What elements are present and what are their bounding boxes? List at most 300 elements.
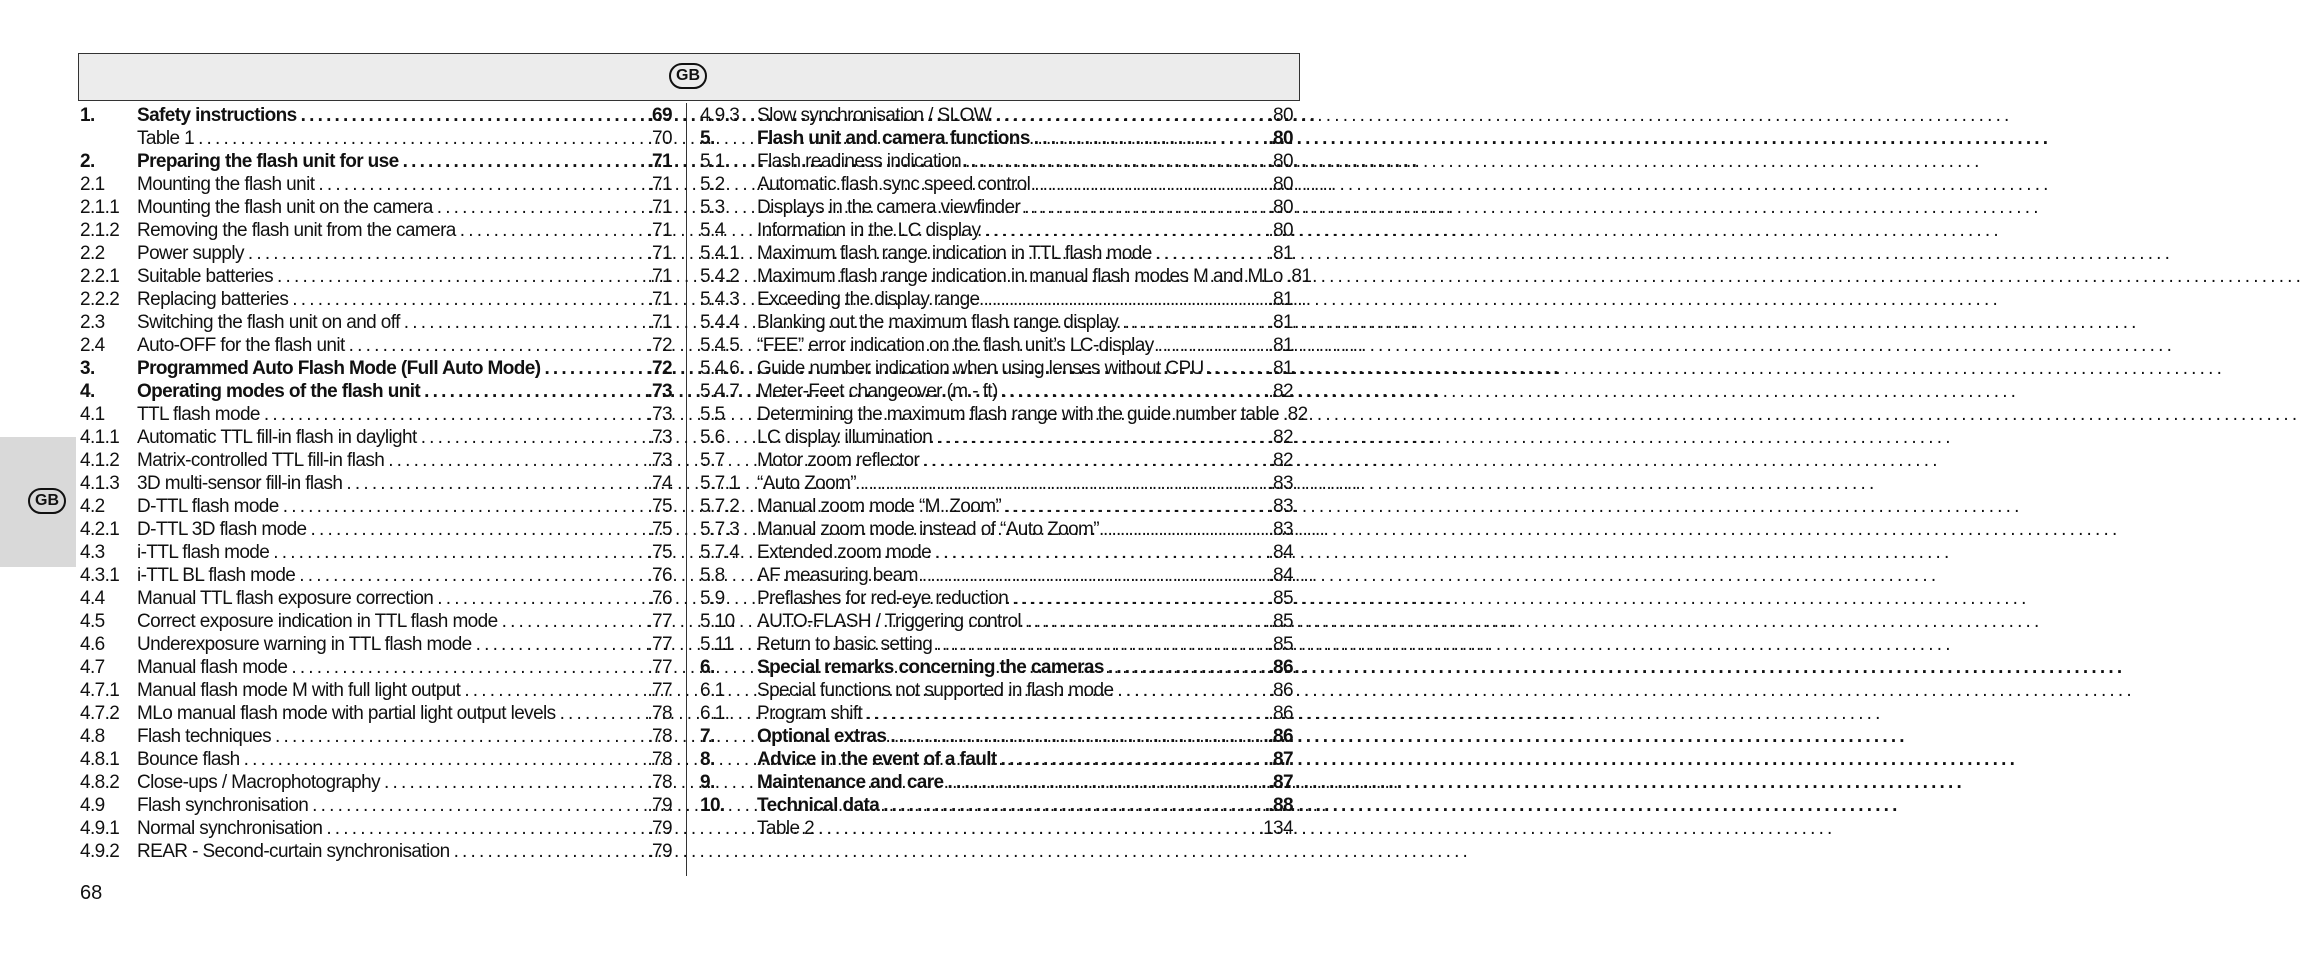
toc-dot-leader [437,587,647,610]
toc-entry[interactable] [700,173,1293,196]
toc-entry[interactable] [80,564,672,587]
toc-entry-page: .78 [647,726,672,747]
toc-entry-title: Special remarks concerning the cameras [757,657,1104,678]
toc-entry[interactable] [80,150,672,173]
toc-entry[interactable] [80,403,672,426]
toc-entry-title: Preparing the flash unit for use [137,151,399,172]
toc-entry-number: 5.1 [700,151,725,172]
toc-entry-page: .79 [647,818,672,839]
toc-entry-page: .87 [1268,772,1293,793]
toc-entry-page: .71 [647,151,672,172]
toc-entry-number: 4.9.2 [80,841,120,862]
toc-entry-number: 5.4.1 [700,243,740,264]
toc-entry-title: Switching the flash unit on and off [137,312,400,333]
toc-entry-title: “Auto Zoom” [757,473,856,494]
toc-entry-page: .79 [647,795,672,816]
toc-dot-leader [424,380,647,403]
toc-entry[interactable] [80,702,672,725]
toc-entry-title: Technical data [757,795,880,816]
toc-entry-number: 4.2.1 [80,519,120,540]
toc-entry-page: .75 [647,496,672,517]
toc-entry-number: 2. [80,151,95,172]
toc-entry-page: .82 [1268,427,1293,448]
toc-entry-number: 4.8 [80,726,105,747]
toc-entry-page: .83 [1268,496,1293,517]
toc-entry[interactable] [700,150,1293,173]
toc-entry-page: .134 [1258,818,1293,839]
toc-entry-page: .79 [647,841,672,862]
toc-entry[interactable] [700,219,1293,242]
toc-entry-number: 5.4.2 [700,266,740,287]
toc-entry-title: Maintenance and care [757,772,944,793]
toc-entry-title: Return to basic setting [757,634,933,655]
toc-entry-title: Extended zoom mode [757,542,932,563]
toc-entry-number: 5.7.3 [700,519,740,540]
toc-entry-page: .75 [647,519,672,540]
toc-entry[interactable] [700,334,1293,357]
toc-entry-number: 4.7.1 [80,680,120,701]
toc-entry-page: .77 [647,634,672,655]
toc-entry[interactable] [80,288,672,311]
toc-entry-page: .71 [647,243,672,264]
toc-entry-page: .87 [1268,749,1293,770]
toc-dot-leader [454,840,648,863]
toc-entry-number: 5.3 [700,197,725,218]
toc-dot-leader [349,334,648,357]
toc-entry-page: .85 [1268,588,1293,609]
toc-entry-page: .77 [647,657,672,678]
toc-entry-title: Manual flash mode [137,657,288,678]
toc-entry[interactable] [80,495,672,518]
toc-entry-title: Special functions not supported in flash mode [757,680,1114,701]
toc-entry-title: i-TTL flash mode [137,542,270,563]
toc-entry[interactable] [80,679,672,702]
toc-entry-title: Slow synchronisation / SLOW [757,105,992,126]
toc-entry[interactable] [700,610,1293,633]
toc-entry-title: Close-ups / Macrophotography [137,772,381,793]
toc-entry-number: 6.1 [700,680,725,701]
toc-entry[interactable] [80,334,672,357]
toc-entry-number: 5.2 [700,174,725,195]
toc-entry[interactable] [700,495,1293,518]
toc-entry-title: Manual zoom mode “M. Zoom” [757,496,1002,517]
toc-entry[interactable] [700,518,1293,541]
toc-entry[interactable] [80,610,672,633]
toc-entry-page: .83 [1268,473,1293,494]
toc-entry[interactable] [80,472,672,495]
toc-entry-number: 6. [700,657,715,678]
toc-dot-leader [299,564,647,587]
toc-entry-page: .80 [1268,220,1293,241]
toc-entry-title: Removing the flash unit from the camera [137,220,456,241]
toc-entry[interactable] [80,242,672,265]
toc-entry-number: 4.9 [80,795,105,816]
toc-entry-title: Programmed Auto Flash Mode (Full Auto Mode) [137,358,541,379]
toc-dot-leader [560,702,648,725]
toc-entry-title: Guide number indication when using lenses without CPU [757,358,1204,379]
toc-entry-title: Safety instructions [137,105,297,126]
toc-dot-leader [1002,380,1269,403]
toc-entry-page: .80 [1268,151,1293,172]
toc-entry[interactable] [700,564,1293,587]
toc-entry-page: .82 [1268,450,1293,471]
toc-entry-title: Normal synchronisation [137,818,323,839]
toc-entry[interactable] [700,127,1293,150]
toc-entry-page: .85 [1268,611,1293,632]
toc-entry-number: 4.8.1 [80,749,120,770]
toc-entry-title: Replacing batteries [137,289,289,310]
toc-entry-page: .72 [647,335,672,356]
toc-entry-number: 2.1 [80,174,105,195]
toc-entry[interactable] [700,357,1293,380]
toc-entry-page: .72 [647,358,672,379]
toc-entry[interactable] [80,771,672,794]
toc-entry-title: AUTO-FLASH / Triggering control [757,611,1022,632]
toc-entry-title: Preflashes for red-eye reduction [757,588,1009,609]
toc-entry[interactable] [80,541,672,564]
toc-entry[interactable] [80,104,672,127]
toc-entry-title: Auto-OFF for the flash unit [137,335,345,356]
toc-entry-page: .73 [647,450,672,471]
toc-entry-title: TTL flash mode [137,404,260,425]
toc-entry-number: 4.7.2 [80,703,120,724]
toc-entry[interactable] [700,794,1293,817]
toc-entry-page: .71 [647,266,672,287]
toc-entry[interactable] [80,748,672,771]
toc-dot-leader [1024,196,1268,219]
toc-dot-leader [965,150,1268,173]
toc-entry[interactable] [700,472,1293,495]
toc-entry[interactable] [700,311,1293,334]
toc-dot-leader [1156,242,1269,265]
toc-entry[interactable] [700,242,1293,265]
toc-entry[interactable] [80,633,672,656]
toc-entry-number: 4.9.3 [700,105,740,126]
toc-entry-number: 4.8.2 [80,772,120,793]
toc-dot-leader [923,449,1268,472]
toc-dot-leader [460,219,648,242]
toc-entry-page: .69 [647,105,672,126]
toc-entry-page: .73 [647,427,672,448]
toc-entry-number: 5.4 [700,220,725,241]
toc-entry-number: 4.9.1 [80,818,120,839]
toc-entry-title: Mounting the flash unit on the camera [137,197,433,218]
toc-entry-title: Determining the maximum flash range with the guide number table [757,404,1279,425]
toc-entry-page: .82 [1268,381,1293,402]
toc-entry[interactable] [700,633,1293,656]
toc-entry-number: 4. [80,381,95,402]
toc-entry-page: .78 [647,749,672,770]
toc-entry-page: .71 [647,312,672,333]
toc-entry-title: Flash techniques [137,726,272,747]
toc-dot-leader [283,495,648,518]
toc-entry-number: 4.5 [80,611,105,632]
toc-entry[interactable] [80,656,672,679]
toc-entry[interactable] [700,403,1308,426]
toc-entry-page: .80 [1268,197,1293,218]
toc-entry[interactable] [80,265,672,288]
toc-entry[interactable] [700,449,1293,472]
toc-entry-title: Underexposure warning in TTL flash mode [137,634,472,655]
toc-entry[interactable] [700,426,1293,449]
toc-entry-title: Flash unit and camera functions [757,128,1030,149]
toc-entry-number: 4.4 [80,588,105,609]
toc-entry-page: .85 [1268,634,1293,655]
toc-dot-leader [292,288,647,311]
toc-entry-number: 3. [80,358,95,379]
toc-entry-number: 5. [700,128,715,149]
toc-entry-number: 6.1. [700,703,730,724]
toc-entry-title: Information in the LC display [757,220,981,241]
toc-entry-page: .80 [1268,105,1293,126]
toc-dot-leader [388,449,647,472]
toc-dot-leader [464,679,647,702]
toc-entry-title: LC display illumination [757,427,933,448]
toc-entry[interactable] [80,357,672,380]
toc-entry[interactable] [700,587,1293,610]
toc-right-column [700,104,1312,840]
toc-entry-title: Power supply [137,243,244,264]
toc-entry-page: .88 [1268,795,1293,816]
toc-entry[interactable] [700,679,1293,702]
toc-entry-page: .86 [1268,703,1293,724]
toc-entry-page: .84 [1268,542,1293,563]
toc-entry-number: 4.3.1 [80,565,120,586]
toc-entry-title: Matrix-controlled TTL fill-in flash [137,450,385,471]
toc-entry-number: 10. [700,795,725,816]
toc-entry-title: Manual zoom mode instead of “Auto Zoom” [757,519,1099,540]
toc-entry-title: Maximum flash range indication in TTL flash mode [757,243,1152,264]
toc-dot-leader [984,219,1268,242]
toc-dot-leader [326,817,647,840]
toc-dot-leader [922,564,1269,587]
toc-entry-number: 5.7.2 [700,496,740,517]
toc-entry-title: Mounting the flash unit [137,174,315,195]
side-language-badge: GB [28,488,66,514]
toc-entry[interactable] [80,518,672,541]
toc-dot-leader [404,311,648,334]
toc-entry-page: .73 [647,404,672,425]
toc-entry-page: .71 [647,220,672,241]
toc-entry-title: Bounce flash [137,749,240,770]
toc-entry-title: Exceeding the display range [757,289,980,310]
toc-entry-title: Displays in the camera viewfinder [757,197,1021,218]
toc-dot-leader [264,403,647,426]
toc-dot-leader [275,725,647,748]
toc-entry[interactable] [80,380,672,403]
toc-dot-leader [476,633,648,656]
toc-entry[interactable] [80,725,672,748]
toc-entry-page: .86 [1268,726,1293,747]
toc-entry-number: 1. [80,105,95,126]
toc-dot-leader [866,702,1268,725]
toc-entry-number: 2.1.1 [80,197,120,218]
toc-entry-title: Automatic TTL fill-in flash in daylight [137,427,417,448]
toc-entry-title: Program shift [757,703,863,724]
toc-entry-page: .78 [647,703,672,724]
toc-entry-number: 2.2.2 [80,289,120,310]
toc-dot-leader [1005,495,1268,518]
toc-dot-leader [1025,610,1268,633]
toc-entry[interactable] [700,196,1293,219]
toc-entry[interactable] [700,288,1293,311]
toc-entry[interactable] [80,840,672,863]
toc-entry[interactable] [80,127,672,150]
toc-entry-number: 4.3 [80,542,105,563]
toc-entry-number: 4.6 [80,634,105,655]
toc-entry-page: .82 [1282,404,1308,425]
toc-entry-title: Table 2 [757,818,815,839]
toc-entry-page: .81 [1268,243,1293,264]
toc-entry-number: 5.4.3 [700,289,740,310]
toc-entry-page: .80 [1268,174,1293,195]
toc-dot-leader [502,610,648,633]
toc-entry-title: Maximum flash range indication in manual flash modes M and MLo [757,266,1283,287]
toc-dot-leader [1103,518,1268,541]
toc-dot-leader [346,472,647,495]
toc-entry-number: 2.2 [80,243,105,264]
toc-dot-leader [312,794,647,817]
toc-entry-number: 4.2 [80,496,105,517]
toc-entry-number: 2.2.1 [80,266,120,287]
toc-dot-leader [277,265,647,288]
toc-dot-leader [883,794,1268,817]
toc-dot-leader [244,748,648,771]
toc-entry[interactable] [80,449,672,472]
toc-dot-leader [1001,748,1269,771]
toc-dot-leader [1012,587,1268,610]
toc-dot-leader [403,150,648,173]
toc-entry-number: 2.1.2 [80,220,120,241]
toc-entry-title: Meter-Feet changeover (m - ft) [757,381,998,402]
toc-entry[interactable] [80,311,672,334]
toc-entry-title: D-TTL flash mode [137,496,279,517]
toc-entry[interactable] [80,219,672,242]
toc-entry-number: 5.7.1 [700,473,740,494]
toc-entry-number: 2.3 [80,312,105,333]
toc-entry-title: Flash readiness indication [757,151,962,172]
toc-entry[interactable] [700,265,1312,288]
toc-entry-number: 4.1 [80,404,105,425]
toc-entry[interactable] [700,104,1293,127]
toc-entry[interactable] [80,587,672,610]
toc-entry-title: Automatic flash sync speed control [757,174,1031,195]
toc-entry-title: Table 1 [137,128,195,149]
toc-entry-page: .70 [647,128,672,149]
toc-entry-number: 2.4 [80,335,105,356]
toc-entry[interactable] [700,771,1293,794]
toc-entry[interactable] [80,817,672,840]
toc-dot-leader [1034,127,1269,150]
toc-entry-title: Suitable batteries [137,266,274,287]
toc-entry-title: Motor zoom reflector [757,450,920,471]
toc-entry-page: .81 [1268,358,1293,379]
toc-dot-leader [984,288,1269,311]
toc-entry-page: .81 [1286,266,1312,287]
toc-entry[interactable] [700,725,1293,748]
toc-dot-leader [273,541,647,564]
toc-entry-page: .77 [647,680,672,701]
toc-dot-leader [1158,334,1269,357]
toc-entry-page: .71 [647,197,672,218]
toc-entry[interactable] [700,656,1293,679]
toc-dot-leader [384,771,647,794]
toc-entry-page: .81 [1268,335,1293,356]
toc-entry-title: Correct exposure indication in TTL flash mode [137,611,498,632]
toc-dot-leader [421,426,648,449]
toc-dot-leader [311,518,648,541]
toc-entry-page: .76 [647,588,672,609]
toc-entry-number: 4.1.2 [80,450,120,471]
toc-dot-leader [936,633,1268,656]
toc-dot-leader [936,426,1268,449]
toc-entry-title: AF measuring beam [757,565,918,586]
toc-entry-page: .71 [647,174,672,195]
toc-dot-leader [1208,357,1269,380]
toc-dot-leader [1034,173,1268,196]
toc-entry-title: MLo manual flash mode with partial light output levels [137,703,556,724]
toc-entry[interactable] [80,173,672,196]
toc-entry-title: Optional extras [757,726,887,747]
toc-entry-number: 8. [700,749,715,770]
toc-entry-page: .73 [647,381,672,402]
toc-entry-title: i-TTL BL flash mode [137,565,296,586]
toc-dot-leader [291,656,647,679]
toc-entry-number: 7. [700,726,715,747]
toc-dot-leader [1122,311,1268,334]
toc-entry-page: .71 [647,289,672,310]
page-number: 68 [80,882,103,904]
toc-entry-number: 5.4.6 [700,358,740,379]
toc-entry-number: 5.6 [700,427,725,448]
toc-entry[interactable] [80,794,672,817]
toc-dot-leader [935,541,1268,564]
toc-entry-title: Manual flash mode M with full light output [137,680,461,701]
toc-entry-page: .76 [647,565,672,586]
toc-entry[interactable] [700,748,1293,771]
toc-entry[interactable] [80,426,672,449]
toc-entry-page: .81 [1268,289,1293,310]
toc-entry-page: .86 [1268,680,1293,701]
toc-entry-page: .75 [647,542,672,563]
toc-entry-page: .83 [1268,519,1293,540]
toc-dot-leader [890,725,1268,748]
toc-dot-leader [318,173,647,196]
toc-entry-number: 4.7 [80,657,105,678]
toc-entry-title: Blanking out the maximum flash range display [757,312,1119,333]
language-badge: GB [669,63,707,89]
toc-entry[interactable] [700,817,1293,840]
toc-entry-title: Flash synchronisation [137,795,309,816]
toc-entry-number: 5.11 [700,634,734,655]
toc-entry[interactable] [700,541,1293,564]
toc-entry-title: 3D multi-sensor fill-in flash [137,473,343,494]
toc-entry[interactable] [700,702,1293,725]
toc-entry-title: REAR - Second-curtain synchronisation [137,841,450,862]
toc-entry-number: 5.4.5 [700,335,740,356]
toc-entry-page: .84 [1268,565,1293,586]
toc-entry[interactable] [80,196,672,219]
toc-entry-page: .81 [1268,312,1293,333]
toc-dot-leader [860,472,1268,495]
toc-entry-number: 5.7 [700,450,725,471]
toc-entry-title: “FEE” error indication on the flash unit’s LC-display [757,335,1154,356]
toc-entry-number: 4.1.1 [80,427,120,448]
toc-dot-leader [1117,679,1268,702]
toc-dot-leader [995,104,1268,127]
toc-entry[interactable] [700,380,1293,403]
toc-entry-page: .74 [647,473,672,494]
